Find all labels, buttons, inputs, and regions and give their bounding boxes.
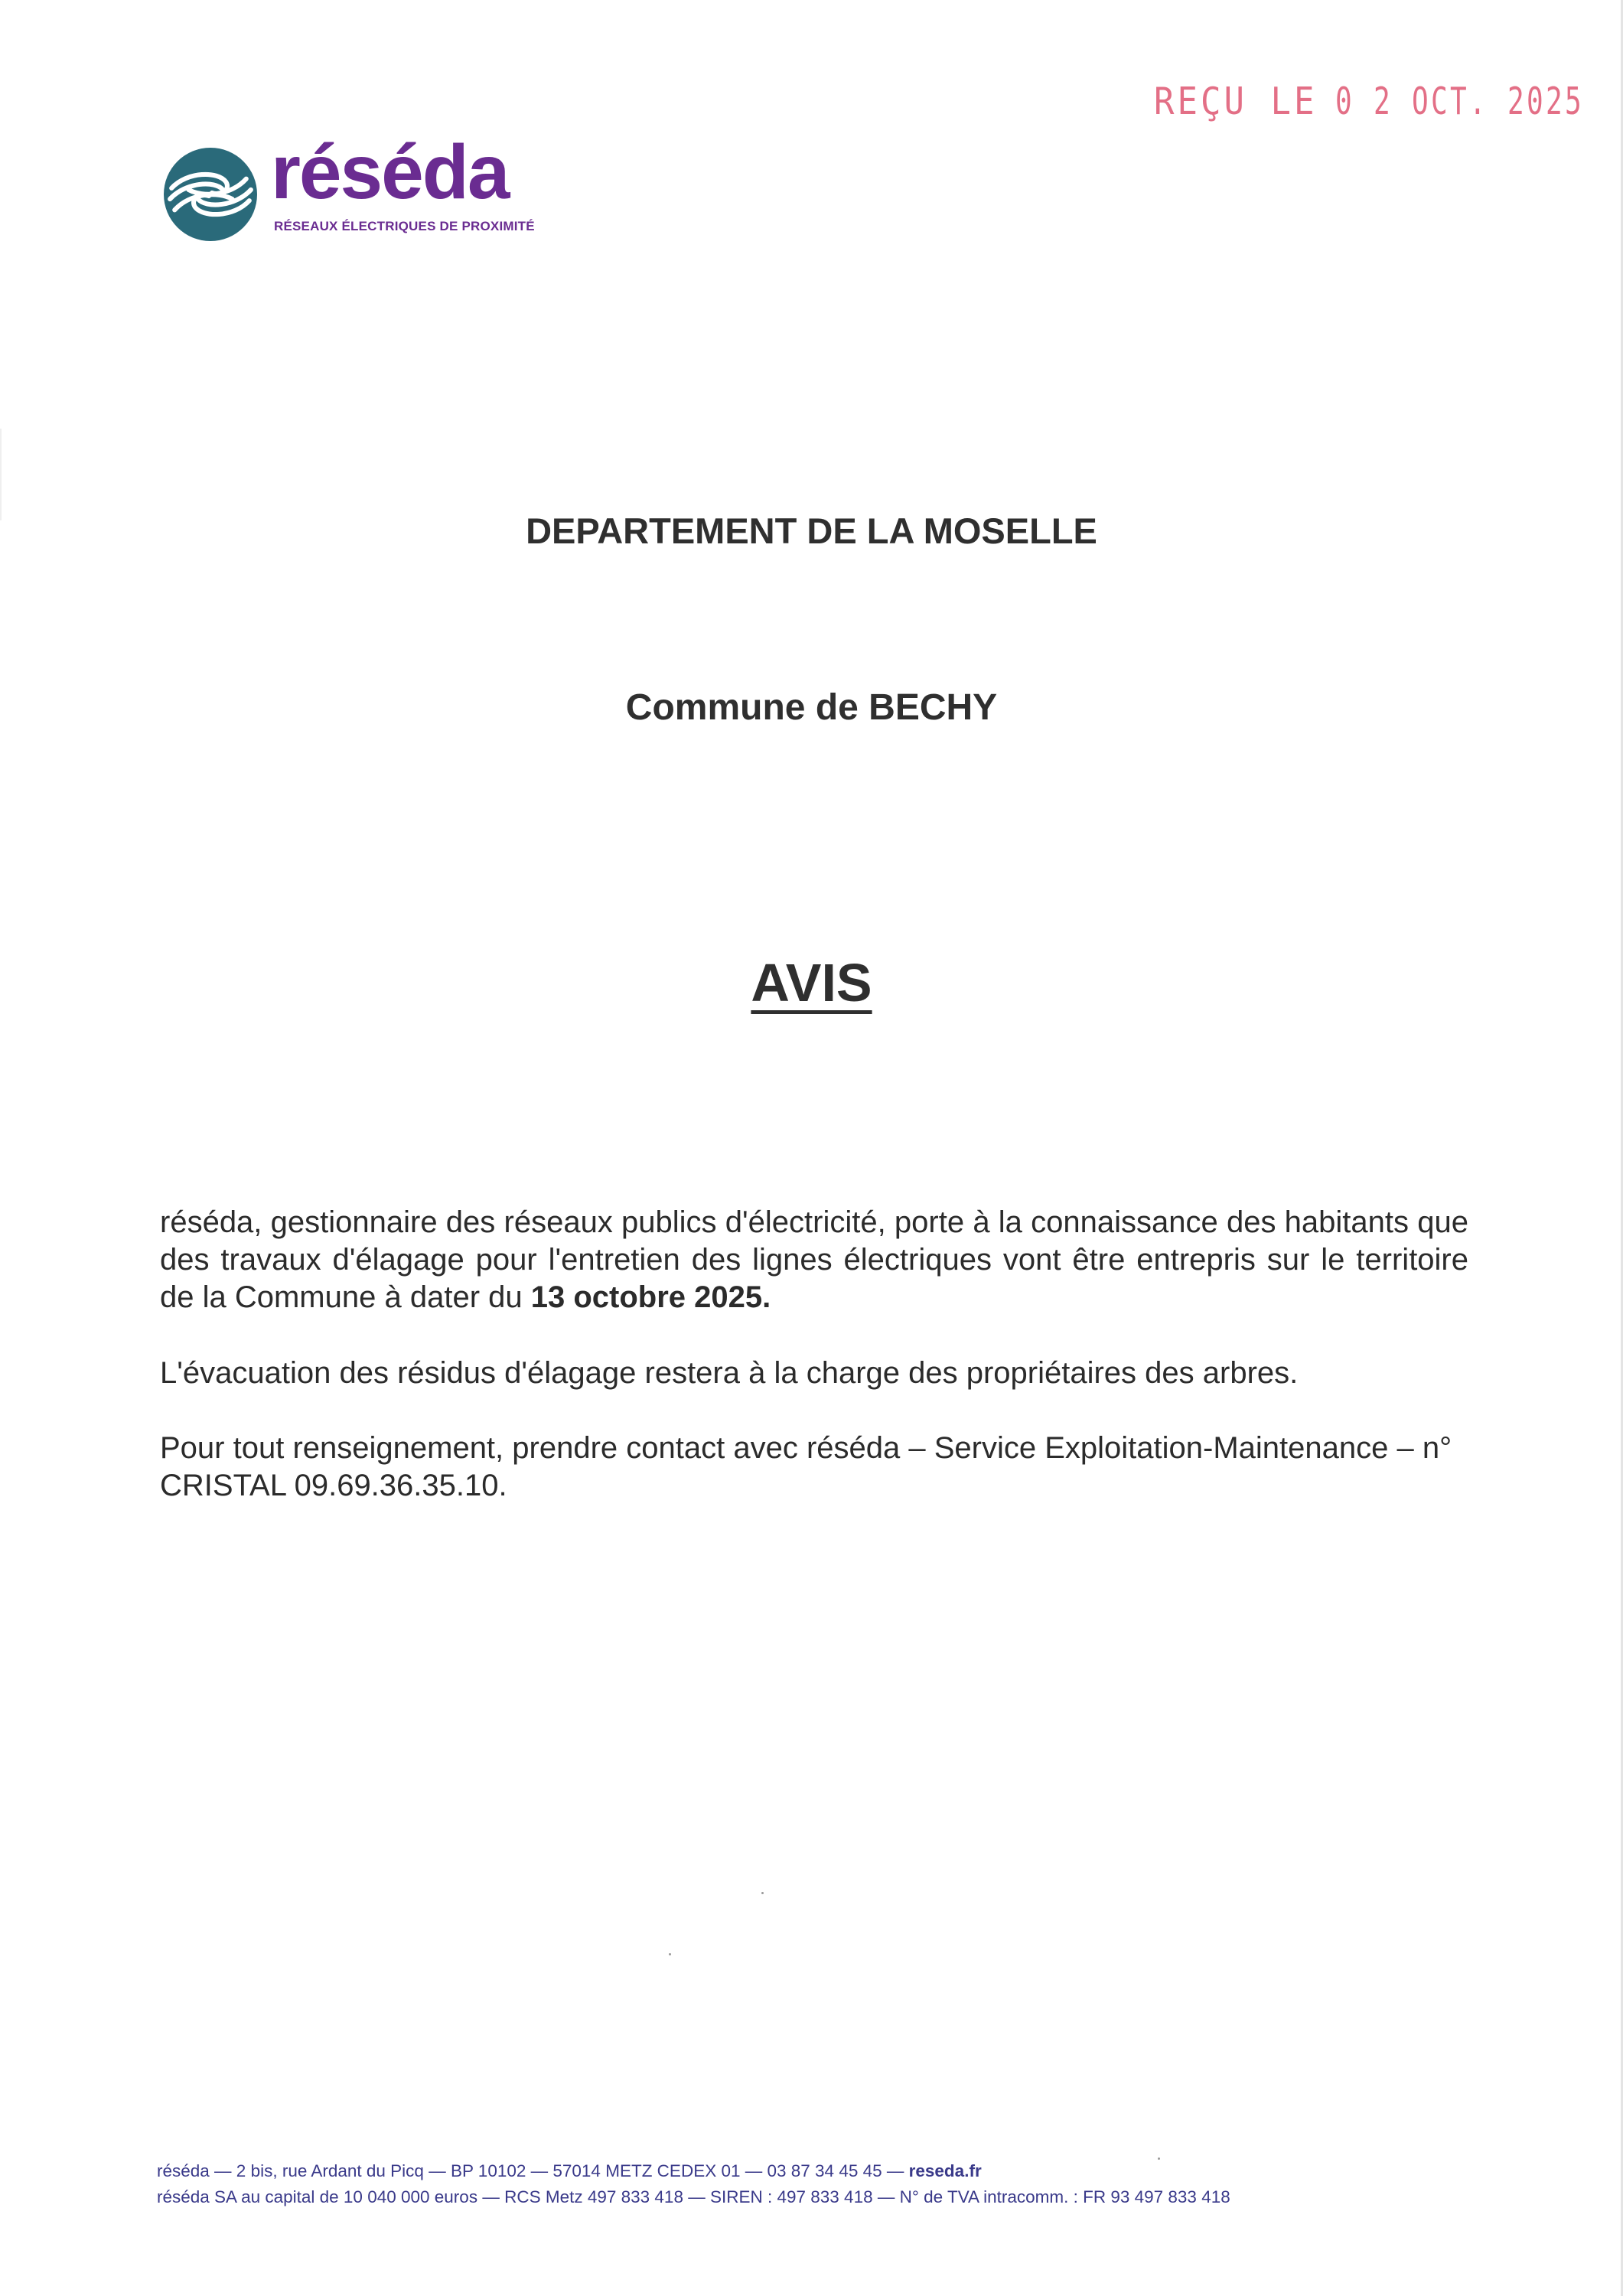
notice-paragraph: L'évacuation des résidus d'élagage restera à la charge des propriétaires des arbres. — [160, 1356, 1299, 1390]
notice-title — [0, 952, 1623, 1013]
scan-speck — [669, 1953, 671, 1955]
notice-title-text: AVIS — [751, 953, 872, 1013]
received-stamp — [1154, 80, 1623, 123]
department-title: DEPARTEMENT DE LA MOSELLE — [526, 510, 1097, 551]
scan-speck — [1158, 2157, 1160, 2160]
work-start-date: 13 octobre 2025. — [530, 1280, 771, 1314]
scan-speck — [761, 1892, 764, 1894]
footer-address — [157, 2161, 982, 2181]
notice-paragraph — [160, 1204, 1468, 1316]
reseda-swirl-icon — [164, 148, 257, 241]
stamp-date: 0 2 OCT. 2025 — [1335, 80, 1585, 124]
contact-paragraph: Pour tout renseignement, prendre contact avec réséda – Service Exploitation-Maintenance – n° CRISTAL 09.69.36.35.10. — [160, 1431, 1452, 1502]
scan-edge — [0, 429, 2, 520]
stamp-label: REÇU LE — [1154, 80, 1318, 124]
footer-legal: réséda SA au capital de 10 040 000 euros — RCS Metz 497 833 418 — SIREN : 497 833 418 — N° de TVA intracomm. : FR 93 497 833 418 — [157, 2187, 1230, 2206]
commune-title: Commune de BECHY — [625, 687, 998, 728]
logo-wordmark: réséda — [271, 129, 509, 215]
logo-tagline: RÉSEAUX ÉLECTRIQUES DE PROXIMITÉ — [274, 219, 535, 233]
paragraph-text: réséda, gestionnaire des réseaux publics d'électricité, porte à la connaissance des habitants que des travaux d'élagage pour l'entretien des lignes électriques vont être entrepris sur le territoire de la Commune à dater du — [160, 1205, 1468, 1314]
reseda-logo — [164, 129, 562, 245]
footer-website-link[interactable]: reseda.fr — [908, 2161, 982, 2180]
footer-address-text: réséda — 2 bis, rue Ardant du Picq — BP 10102 — 57014 METZ CEDEX 01 — 03 87 34 45 45 — — [157, 2161, 909, 2180]
